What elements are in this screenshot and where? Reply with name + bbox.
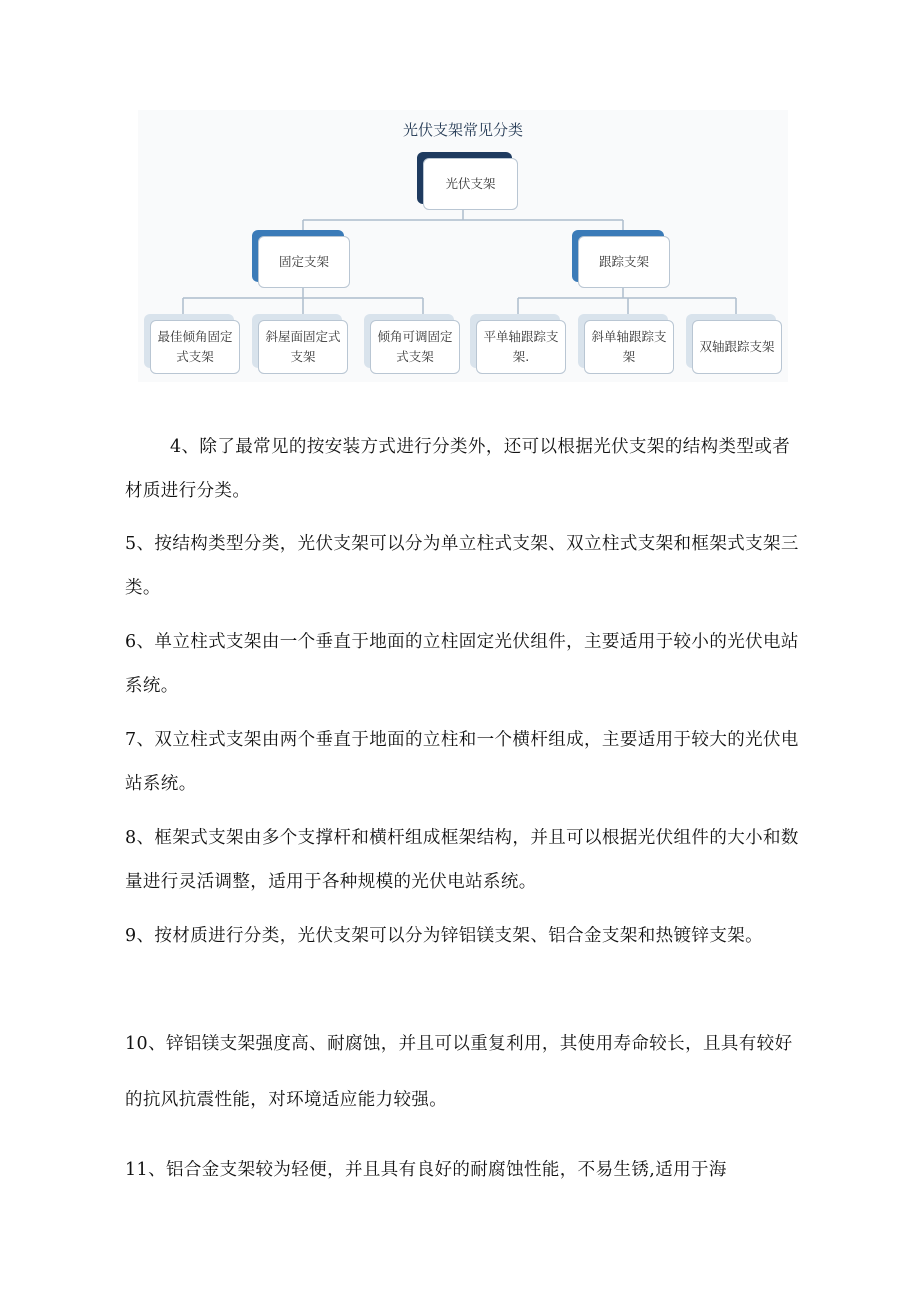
paragraph-4: 4、除了最常见的按安装方式进行分类外，还可以根据光伏支架的结构类型或者材质进行分类。 [125,437,791,501]
connector-root [303,210,623,234]
paragraph-10: 10、锌铝镁支架强度高、耐腐蚀，并且可以重复利用，其使用寿命较长，且具有较好的抗风抗震性能，对环境适应能力较强。 [125,1034,793,1110]
node-fixed-child-3: 倾角可调固定式支架 [370,320,460,374]
paragraph-6: 6、单立柱式支架由一个垂直于地面的立柱固定光伏组件，主要适用于较小的光伏电站系统。 [125,632,799,696]
paragraph-5: 5、按结构类型分类，光伏支架可以分为单立柱式支架、双立柱式支架和框架式支架三类。 [125,534,799,598]
node-fixed-child-2: 斜屋面固定式支架 [258,320,348,374]
node-root: 光伏支架 [423,158,518,210]
node-tracking-child-1: 平单轴跟踪支架. [476,320,566,374]
connector-tracking [518,288,736,318]
node-tracking-child-3: 双轴跟踪支架 [692,320,782,374]
paragraph-8: 8、框架式支架由多个支撑杆和横杆组成框架结构，并且可以根据光伏组件的大小和数量进行灵活调整，适用于各种规模的光伏电站系统。 [125,828,799,892]
connector-fixed [183,288,423,318]
node-fixed-child-1: 最佳倾角固定式支架 [150,320,240,374]
paragraph-11: 11、铝合金支架较为轻便，并且具有良好的耐腐蚀性能，不易生锈,适用于海 [125,1160,727,1180]
paragraph-7: 7、双立柱式支架由两个垂直于地面的立柱和一个横杆组成，主要适用于较大的光伏电站系统。 [125,730,799,794]
node-fixed-mount: 固定支架 [258,236,350,288]
classification-diagram [138,110,788,382]
node-tracking-mount: 跟踪支架 [578,236,670,288]
diagram-title: 光伏支架常见分类 [402,121,523,139]
node-tracking-child-2: 斜单轴跟踪支架 [584,320,674,374]
paragraph-9: 9、按材质进行分类，光伏支架可以分为锌铝镁支架、铝合金支架和热镀锌支架。 [125,926,764,946]
